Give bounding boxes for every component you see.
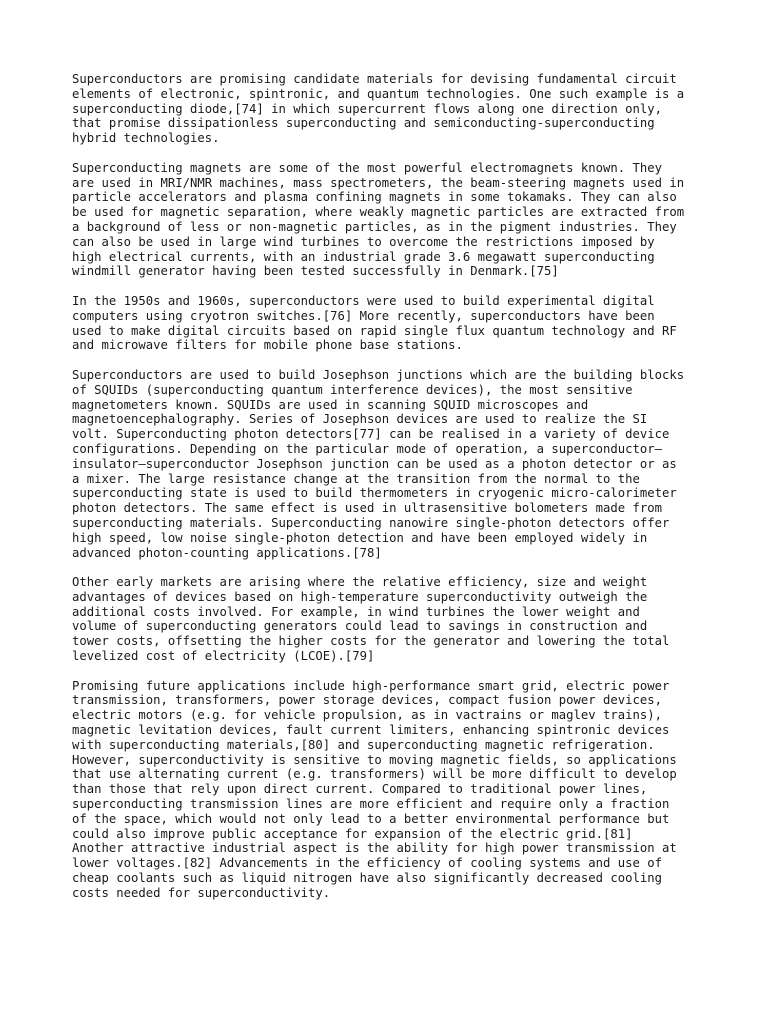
paragraph-superconducting-diode: Superconductors are promising candidate materials for devising fundamental circuit elements of electronic, spintronic, and quantum technologies. One such example is a superconducting diode,[74] in which supercurrent flows along one direction only, that promise dissipationless superconducting and semiconducting-superconducting hybrid technologies. bbox=[72, 72, 685, 146]
paragraph-future-applications: Promising future applications include high-performance smart grid, electric power transmission, transformers, power storage devices, compact fusion power devices, electric motors (e.g. for vehicle propulsion, as in vactrains or maglev trains), magnetic levitation devices, fault current limiters, enhancing spintronic devices with superconducting materials,[80] and superconducting magnetic refrigeration. However, superconductivity is sensitive to moving magnetic fields, so applications that use alternating current (e.g. transformers) will be more difficult to develop than those that rely upon direct current. Compared to traditional power lines, superconducting transmission lines are more efficient and require only a fraction of the space, which would not only lead to a better environmental performance but could also improve public acceptance for expansion of the electric grid.[81] Another attractive industrial aspect is the ability for high power transmission at lower voltages.[82] Advancements in the efficiency of cooling systems and use of cheap coolants such as liquid nitrogen have also significantly decreased cooling costs needed for superconductivity. bbox=[72, 678, 677, 900]
document-page bbox=[72, 72, 702, 915]
paragraph-early-markets: Other early markets are arising where the relative efficiency, size and weight advantages of devices based on high-temperature superconductivity outweigh the additional costs involved. For example, in wind turbines the lower weight and volume of superconducting generators could lead to savings in construction and tower costs, offsetting the higher costs for the generator and lowering the total levelized cost of electricity (LCOE).[79] bbox=[72, 575, 670, 664]
paragraph-superconducting-magnets: Superconducting magnets are some of the most powerful electromagnets known. They are used in MRI/NMR machines, mass spectrometers, the beam-steering magnets used in particle accelerators and plasma confining magnets in some tokamaks. They can also be used for magnetic separation, where weakly magnetic particles are extracted from a background of less or non-magnetic particles, as in the pigment industries. They can also be used in large wind turbines to overcome the restrictions imposed by high electrical currents, with an industrial grade 3.6 megawatt superconducting windmill generator having been tested successfully in Denmark.[75] bbox=[72, 160, 685, 279]
paragraph-josephson-junctions: Superconductors are used to build Josephson junctions which are the building blocks of SQUIDs (superconducting quantum interference devices), the most sensitive magnetometers known. SQUIDs are used in scanning SQUID microscopes and magnetoencephalography. Series of Josephson devices are used to realize the SI volt. Superconducting photon detectors[77] can be realised in a variety of device configurations. Depending on the particular mode of operation, a superconductor– insulator–superconductor Josephson junction can be used as a photon detector or as a mixer. The large resistance change at the transition from the normal to the superconducting state is used to build thermometers in cryogenic micro-calorimeter photon detectors. The same effect is used in ultrasensitive bolometers made from superconducting materials. Superconducting nanowire single-photon detectors offer high speed, low noise single-photon detection and have been employed widely in advanced photon-counting applications.[78] bbox=[72, 367, 685, 560]
paragraph-digital-circuits: In the 1950s and 1960s, superconductors were used to build experimental digital computers using cryotron switches.[76] More recently, superconductors have been used to make digital circuits based on rapid single flux quantum technology and RF and microwave filters for mobile phone base stations. bbox=[72, 293, 677, 353]
